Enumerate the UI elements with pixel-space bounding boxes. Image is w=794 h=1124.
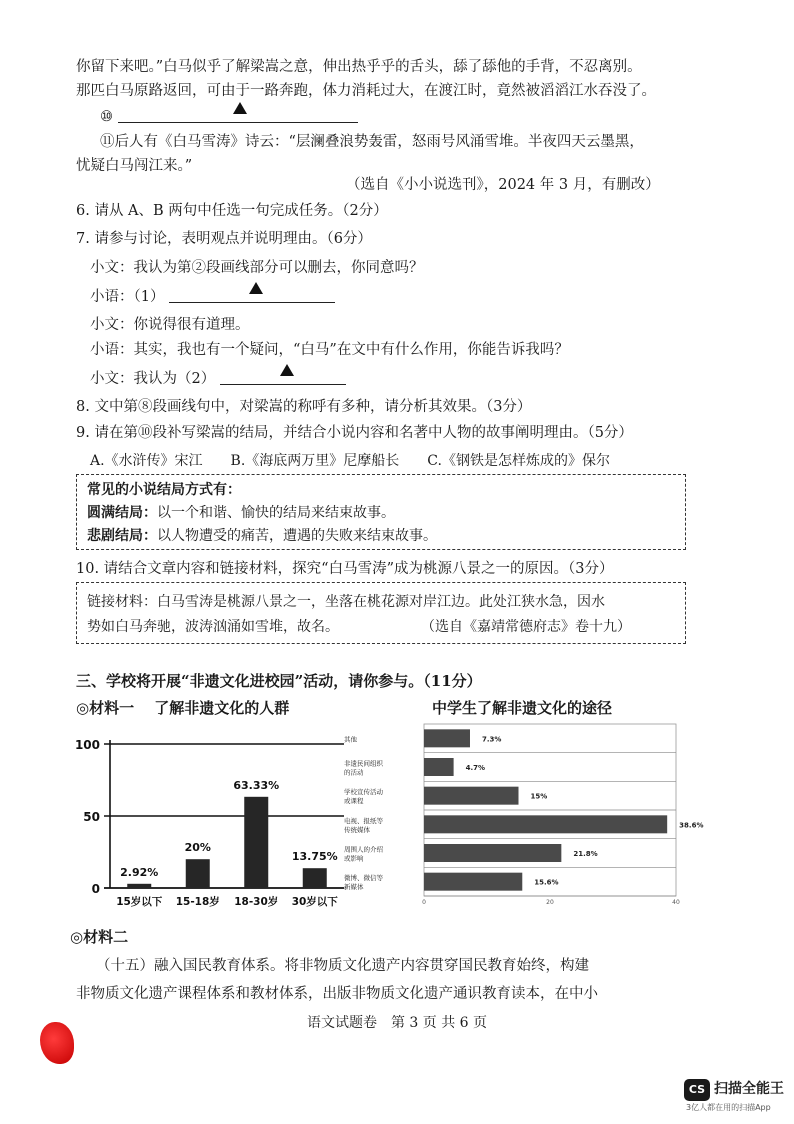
answer-blank[interactable]	[118, 108, 358, 123]
bar	[424, 873, 522, 891]
bar	[303, 868, 327, 888]
x-tick-label: 40	[672, 899, 680, 906]
answer-blank[interactable]	[220, 370, 346, 385]
bar	[424, 729, 470, 747]
data-label: 4.7%	[465, 764, 486, 772]
question-6: 6. 请从 A、B 两句中任选一句完成任务。（2分）	[76, 203, 388, 219]
data-label: 63.33%	[233, 778, 280, 792]
y-tick-label: 50	[83, 810, 100, 824]
bar	[424, 787, 519, 805]
data-label: 20%	[184, 841, 211, 855]
y-tick-label: 的活动	[344, 768, 364, 777]
y-tick-label: 或课程	[344, 797, 364, 806]
question-10: 10. 请结合文章内容和链接材料，探究“白马雪涛”成为桃源八景之一的原因。（3分）	[76, 561, 614, 577]
material-2-line-1: （十五）融入国民教育体系。将非物质文化遗产内容贯穿国民教育始终，构建	[96, 958, 589, 974]
bar	[127, 884, 151, 888]
y-tick-label: 传统媒体	[344, 825, 370, 834]
y-tick-label: 周围人的介绍	[344, 845, 383, 854]
material-2-line-2: 非物质文化遗产课程体系和教材体系，出版非物质文化遗产通识教育读本，在中小	[76, 986, 598, 1002]
question-9-options: A.《水浒传》宋江 B.《海底两万里》尼摩船长 C.《钢铁是怎样炼成的》保尔	[90, 453, 610, 469]
y-tick-label: 电视、报纸等	[344, 816, 383, 825]
data-label: 13.75%	[291, 850, 338, 864]
dialogue-line-5	[90, 368, 346, 390]
triangle-icon	[280, 364, 294, 376]
bar	[424, 758, 454, 776]
question-7: 7. 请参与讨论，表明观点并说明理由。（6分）	[76, 231, 372, 247]
dialogue-speaker: 小语：（1）	[90, 289, 165, 305]
triangle-icon	[249, 282, 263, 294]
paragraph-10	[100, 106, 358, 128]
page-footer: 语文试题卷 第 3 页 共 6 页	[306, 1015, 488, 1031]
note-key: 悲剧结局：	[87, 528, 157, 544]
note-line-2	[87, 525, 437, 547]
channels-bar-chart	[338, 720, 704, 910]
paragraph-11: ⑪后人有《白马雪涛》诗云：“层澜叠浪势轰雷，怒雨号风涌雪堆。半夜四天云墨黑，	[100, 134, 644, 150]
link-material-box	[76, 582, 686, 644]
material-1-title: ◎材料一 了解非遗文化的人群	[76, 699, 290, 717]
y-tick-label: 其他	[344, 735, 357, 744]
dialogue-line-3: 小文：你说得很有道理。	[90, 317, 250, 333]
scanner-app-logo: CS	[684, 1079, 710, 1101]
link-line-1: 链接材料：白马雪涛是桃源八景之一，坐落在桃花源对岸江边。此处江狭水急，因水	[87, 594, 605, 610]
data-label: 38.6%	[679, 821, 704, 830]
dialogue-line-4: 小语：其实，我也有一个疑问，“白马”在文中有什么作用，你能告诉我吗？	[90, 342, 569, 358]
dialogue-speaker: 小文：我认为（2）	[90, 371, 216, 387]
answer-blank[interactable]	[169, 288, 335, 303]
triangle-icon	[233, 102, 247, 114]
y-tick-label: 100	[74, 738, 100, 752]
material-2-title: ◎材料二	[70, 928, 129, 946]
red-stamp-blot	[40, 1022, 74, 1064]
y-tick-label: 非遗民间组织	[344, 759, 383, 768]
y-tick-label: 或影响	[344, 854, 364, 863]
question-8: 8. 文中第⑧段画线句中，对梁嵩的称呼有多种，请分析其效果。（3分）	[76, 399, 532, 415]
data-label: 2.92%	[120, 865, 159, 879]
bar	[186, 859, 210, 888]
x-tick-label: 15-18岁	[175, 896, 220, 908]
x-tick-label: 0	[422, 899, 426, 906]
y-tick-label: 学校宣传活动	[344, 788, 383, 797]
dialogue-line-1: 小文：我认为第②段画线部分可以删去，你同意吗？	[90, 260, 424, 276]
question-9: 9. 请在第⑩段补写梁嵩的结局，并结合小说内容和名著中人物的故事阐明理由。（5分）	[76, 425, 633, 441]
section-3-heading: 三、学校将开展“非遗文化进校园”活动，请你参与。（11分）	[76, 672, 482, 690]
link-source: （选自《嘉靖常德府志》卷十九）	[421, 619, 631, 635]
paragraph-10-number: ⑩	[100, 109, 113, 125]
link-line-2: 势如白马奔驰，波涛汹涌如雪堆，故名。	[87, 619, 339, 635]
x-tick-label: 20	[546, 899, 554, 906]
x-tick-label: 18-30岁	[234, 896, 279, 908]
chart-2-title: 中学生了解非遗文化的途径	[432, 699, 613, 717]
scanner-app-name: 扫描全能王	[714, 1081, 784, 1097]
story-source: （选自《小小说选刊》，2024 年 3 月，有删改）	[346, 177, 660, 193]
data-label: 7.3%	[481, 735, 502, 744]
story-line-1: 你留下来吧。”白马似乎了解梁嵩之意，伸出热乎乎的舌头，舔了舔他的手背，不忍离别。	[76, 59, 642, 75]
note-line-1	[87, 502, 395, 524]
x-tick-label: 30岁以下	[291, 896, 338, 908]
paragraph-11-cont: 忧疑白马闯江来。”	[76, 158, 193, 174]
note-text: 以一个和谐、愉快的结局来结束故事。	[157, 505, 395, 521]
x-tick-label: 15岁以下	[116, 896, 163, 908]
y-tick-label: 微博、微信等	[344, 874, 383, 883]
bar	[424, 815, 667, 833]
note-title: 常见的小说结局方式有：	[87, 482, 241, 498]
y-tick-label: 0	[91, 882, 100, 896]
dialogue-line-2	[90, 286, 335, 308]
bar	[424, 844, 561, 862]
data-label: 15.6%	[534, 878, 559, 887]
endings-note-box	[76, 474, 686, 550]
y-tick-label: 新媒体	[344, 883, 364, 892]
data-label: 21.8%	[573, 850, 598, 858]
note-text: 以人物遭受的痛苦，遭遇的失败来结束故事。	[157, 528, 437, 544]
data-label: 15%	[530, 792, 548, 801]
story-line-2: 那匹白马原路返回，可由于一路奔跑，体力消耗过大，在渡江时，竟然被滔滔江水吞没了。	[76, 83, 656, 99]
bar	[244, 797, 268, 888]
age-group-bar-chart	[76, 722, 348, 912]
scanner-app-tagline: 3亿人都在用的扫描App	[686, 1103, 771, 1112]
note-key: 圆满结局：	[87, 505, 157, 521]
